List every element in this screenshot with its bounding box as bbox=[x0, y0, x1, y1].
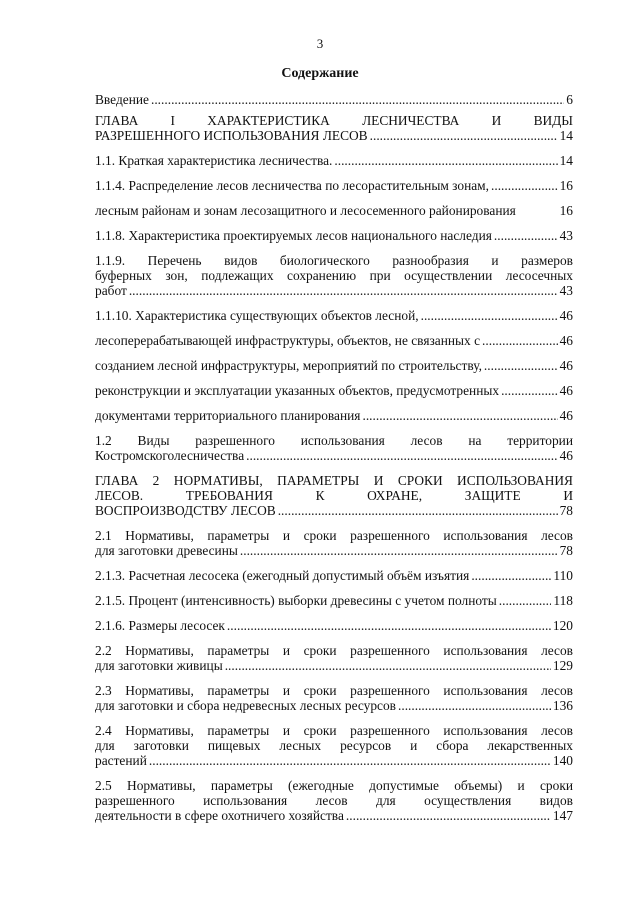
toc-entry[interactable] bbox=[95, 253, 573, 298]
toc-entry-line bbox=[95, 753, 573, 768]
toc-page-number: 140 bbox=[552, 753, 573, 768]
toc-page-number: 46 bbox=[559, 333, 573, 348]
dot-leader bbox=[246, 448, 557, 463]
toc-entry-line bbox=[95, 178, 573, 193]
toc-entry[interactable] bbox=[95, 778, 573, 823]
toc-entry-text: созданием лесной инфраструктуры, мероприятий по строительству, bbox=[95, 358, 482, 373]
toc-entry[interactable] bbox=[95, 723, 573, 768]
toc-entry[interactable] bbox=[95, 593, 573, 608]
dot-leader bbox=[482, 333, 558, 348]
toc-entry[interactable] bbox=[95, 528, 573, 558]
toc-entry-line: 2.1 Нормативы, параметры и сроки разрешенного использования лесов bbox=[95, 528, 573, 543]
toc-entry-line: 2.5 Нормативы, параметры (ежегодные допустимые объемы) и сроки bbox=[95, 778, 573, 793]
toc-page-number: 46 bbox=[559, 308, 573, 323]
toc-entry-text: 1.1. Краткая характеристика лесничества. bbox=[95, 153, 333, 168]
toc-entry-line bbox=[95, 228, 573, 243]
toc-page-number: 14 bbox=[559, 153, 573, 168]
toc-entry-line bbox=[95, 448, 573, 463]
toc-entry-line bbox=[95, 658, 573, 673]
toc-page-number: 14 bbox=[559, 128, 573, 143]
toc-entry-text: 1.1.10. Характеристика существующих объектов лесной, bbox=[95, 308, 419, 323]
toc-page-number: 118 bbox=[553, 593, 573, 608]
toc-entry-line bbox=[95, 203, 573, 218]
toc-entry-line bbox=[95, 153, 573, 168]
toc-entry[interactable] bbox=[95, 473, 573, 518]
toc-entry[interactable] bbox=[95, 568, 573, 583]
toc-entry-line: ГЛАВА 2 НОРМАТИВЫ, ПАРАМЕТРЫ И СРОКИ ИСПОЛЬЗОВАНИЯ bbox=[95, 473, 573, 488]
toc-page-number: 46 bbox=[559, 408, 573, 423]
toc-entry-line: 1.1.9. Перечень видов биологического разнообразия и размеров bbox=[95, 253, 573, 268]
toc-entry-text: лесным районам и зонам лесозащитного и лесосеменного районирования bbox=[95, 203, 516, 218]
toc-entry-line: для заготовки пищевых лесных ресурсов и сбора лекарственных bbox=[95, 738, 573, 753]
dot-leader bbox=[471, 568, 551, 583]
toc-entry-text: Введение bbox=[95, 92, 149, 107]
toc-entry-line: 2.3 Нормативы, параметры и сроки разрешенного использования лесов bbox=[95, 683, 573, 698]
toc-entry-text: 2.1.3. Расчетная лесосека (ежегодный допустимый объём изъятия bbox=[95, 568, 470, 583]
toc-entry-text: 2.1.5. Процент (интенсивность) выборки древесины с учетом полноты bbox=[95, 593, 497, 608]
dot-leader bbox=[362, 408, 557, 423]
page-number: 3 bbox=[316, 36, 324, 51]
dot-leader bbox=[499, 593, 552, 608]
toc-page-number: 46 bbox=[559, 448, 573, 463]
dot-leader bbox=[494, 228, 558, 243]
dot-leader bbox=[334, 153, 557, 168]
toc-page-number: 6 bbox=[566, 92, 573, 107]
dot-leader bbox=[240, 543, 558, 558]
toc-entry-line: ЛЕСОВ. ТРЕБОВАНИЯ К ОХРАНЕ, ЗАЩИТЕ И bbox=[95, 488, 573, 503]
dot-leader bbox=[398, 698, 551, 713]
toc-entry-line bbox=[95, 358, 573, 373]
toc-entry-line: 2.2 Нормативы, параметры и сроки разрешенного использования лесов bbox=[95, 643, 573, 658]
toc-page-number: 78 bbox=[559, 503, 573, 518]
toc-entry-line bbox=[95, 568, 573, 583]
dot-leader bbox=[370, 128, 558, 143]
toc-entry[interactable] bbox=[95, 113, 573, 143]
toc-entry-line: разрешенного использования лесов для осуществления видов bbox=[95, 793, 573, 808]
toc-entry-line bbox=[95, 618, 573, 633]
dot-leader bbox=[129, 283, 558, 298]
toc-entry-text: для заготовки древесины bbox=[95, 543, 238, 558]
toc-entry[interactable] bbox=[95, 408, 573, 423]
toc-entry[interactable] bbox=[95, 358, 573, 373]
toc-entry-line: ГЛАВА I ХАРАКТЕРИСТИКА ЛЕСНИЧЕСТВА И ВИДЫ bbox=[95, 113, 573, 128]
dot-leader bbox=[151, 92, 564, 107]
dot-leader bbox=[149, 753, 551, 768]
toc-entry[interactable] bbox=[95, 383, 573, 398]
toc-entry[interactable] bbox=[95, 618, 573, 633]
toc-page-number: 129 bbox=[552, 658, 573, 673]
toc-entry-line bbox=[95, 308, 573, 323]
toc-entry[interactable] bbox=[95, 203, 573, 218]
dot-leader bbox=[278, 503, 558, 518]
toc-page-number: 16 bbox=[559, 178, 573, 193]
toc-entry-text: для заготовки и сбора недревесных лесных ресурсов bbox=[95, 698, 396, 713]
dot-leader bbox=[346, 808, 551, 823]
toc-entry-line: 2.4 Нормативы, параметры и сроки разрешенного использования лесов bbox=[95, 723, 573, 738]
toc-entry[interactable] bbox=[95, 153, 573, 168]
toc-entry-text: реконструкции и эксплуатации указанных объектов, предусмотренных bbox=[95, 383, 500, 398]
toc-entry-line: буферных зон, подлежащих сохранению при осуществлении лесосечных bbox=[95, 268, 573, 283]
toc-entry-text: 2.1.6. Размеры лесосек bbox=[95, 618, 225, 633]
toc-entry-line bbox=[95, 283, 573, 298]
table-of-contents bbox=[95, 92, 573, 829]
toc-entry-text: ВОСПРОИЗВОДСТВУ ЛЕСОВ bbox=[95, 503, 276, 518]
toc-entry-text: 1.1.8. Характеристика проектируемых лесов национального наследия bbox=[95, 228, 492, 243]
toc-page-number: 147 bbox=[552, 808, 573, 823]
toc-entry-line bbox=[95, 543, 573, 558]
toc-entry-line bbox=[95, 808, 573, 823]
dot-leader bbox=[225, 658, 551, 673]
toc-entry[interactable] bbox=[95, 178, 573, 193]
toc-entry-line bbox=[95, 92, 573, 107]
toc-page-number: 43 bbox=[559, 283, 573, 298]
dot-leader bbox=[421, 308, 558, 323]
toc-entry-line bbox=[95, 128, 573, 143]
dot-leader bbox=[491, 178, 558, 193]
toc-page-number: 78 bbox=[559, 543, 573, 558]
toc-entry-text: работ bbox=[95, 283, 127, 298]
toc-page-number: 46 bbox=[559, 358, 573, 373]
toc-entry-text: документами территориального планирования bbox=[95, 408, 361, 423]
toc-entry-line bbox=[95, 503, 573, 518]
toc-entry-line bbox=[95, 698, 573, 713]
toc-page-number: 16 bbox=[559, 203, 573, 218]
toc-entry[interactable] bbox=[95, 308, 573, 323]
toc-entry[interactable] bbox=[95, 643, 573, 673]
toc-title: Содержание bbox=[281, 66, 359, 81]
dot-leader bbox=[501, 383, 558, 398]
dot-leader bbox=[484, 358, 558, 373]
toc-entry[interactable] bbox=[95, 683, 573, 713]
toc-entry-text: для заготовки живицы bbox=[95, 658, 223, 673]
toc-entry-text: Костромскоголесничества bbox=[95, 448, 245, 463]
toc-page-number: 43 bbox=[559, 228, 573, 243]
toc-entry[interactable] bbox=[95, 433, 573, 463]
toc-entry-line bbox=[95, 408, 573, 423]
toc-entry[interactable] bbox=[95, 228, 573, 243]
toc-entry-text: лесоперерабатывающей инфраструктуры, объектов, не связанных с bbox=[95, 333, 481, 348]
toc-entry-line: 1.2 Виды разрешенного использования лесов на территории bbox=[95, 433, 573, 448]
toc-entry-text: растений bbox=[95, 753, 147, 768]
toc-entry-line bbox=[95, 383, 573, 398]
dot-leader bbox=[227, 618, 551, 633]
toc-entry-text: 1.1.4. Распределение лесов лесничества по лесорастительным зонам, bbox=[95, 178, 490, 193]
toc-page-number: 110 bbox=[553, 568, 573, 583]
toc-page-number: 46 bbox=[559, 383, 573, 398]
toc-page-number: 120 bbox=[552, 618, 573, 633]
toc-entry-text: деятельности в сфере охотничего хозяйства bbox=[95, 808, 344, 823]
toc-entry[interactable] bbox=[95, 92, 573, 107]
toc-entry-text: РАЗРЕШЕННОГО ИСПОЛЬЗОВАНИЯ ЛЕСОВ bbox=[95, 128, 368, 143]
toc-entry-line bbox=[95, 333, 573, 348]
toc-page-number: 136 bbox=[552, 698, 573, 713]
toc-entry[interactable] bbox=[95, 333, 573, 348]
toc-entry-line bbox=[95, 593, 573, 608]
